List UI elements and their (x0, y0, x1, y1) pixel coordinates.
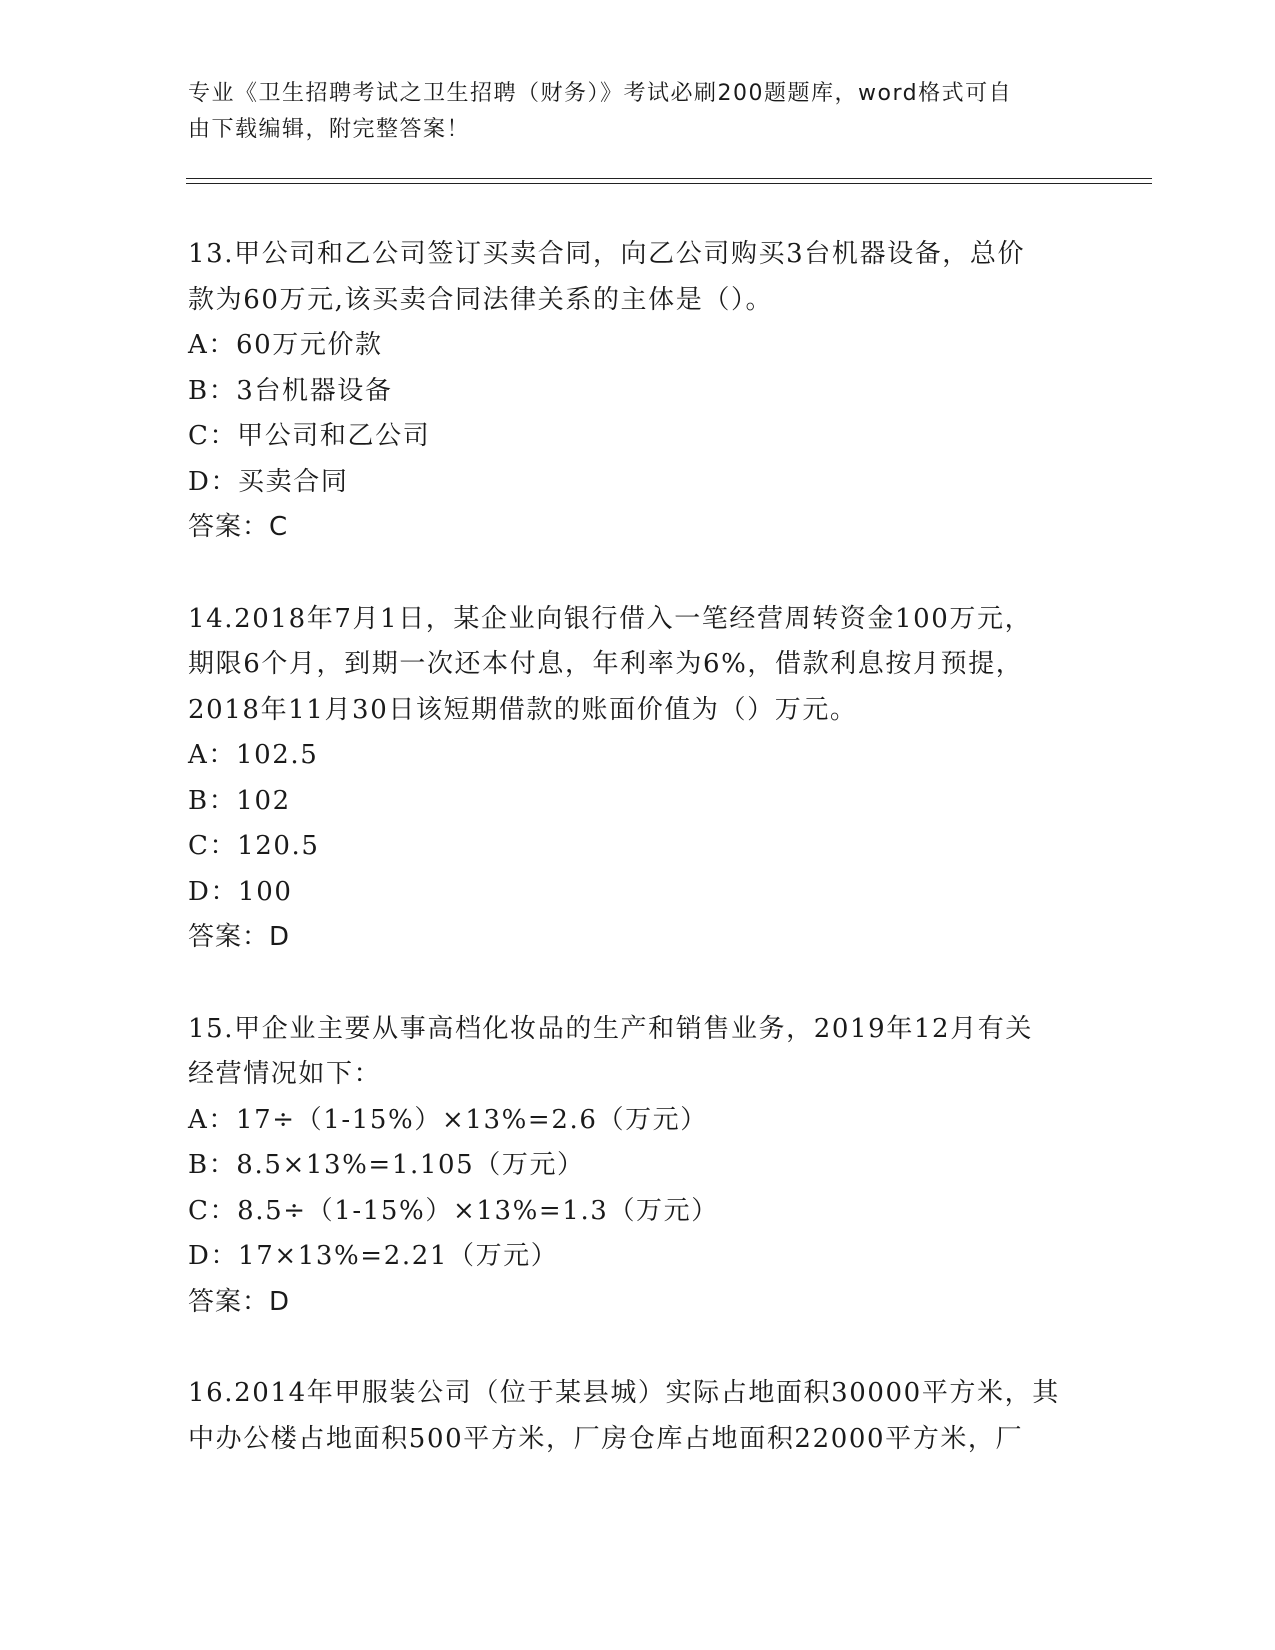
question-stem-line: 13.甲公司和乙公司签订买卖合同，向乙公司购买3台机器设备，总价 (188, 239, 1026, 269)
question-14 (188, 597, 1088, 961)
header-title-line-2: 由下载编辑，附完整答案！ (188, 117, 471, 142)
answer-label: 答案：D (188, 922, 291, 952)
question-list (188, 232, 1088, 1508)
option-c: C：甲公司和乙公司 (188, 421, 431, 451)
option-a: A：17÷（1-15%）×13%=2.6（万元） (188, 1104, 708, 1135)
answer-label: 答案：D (188, 1286, 291, 1317)
option-b: B：102 (188, 785, 291, 816)
option-d: D：17×13%=2.21（万元） (188, 1241, 559, 1271)
option-b: B：3台机器设备 (188, 375, 393, 406)
option-a: A：102.5 (188, 740, 319, 770)
question-stem-line: 2018年11月30日该短期借款的账面价值为（）万元。 (188, 694, 858, 725)
option-a: A：60万元价款 (188, 330, 383, 360)
option-c: C：120.5 (188, 831, 320, 861)
document-header (188, 76, 1068, 148)
header-divider (186, 178, 1152, 184)
option-d: D：100 (188, 876, 293, 907)
answer-label: 答案：C (188, 512, 289, 542)
option-b: B：8.5×13%=1.105（万元） (188, 1150, 585, 1180)
question-stem-line: 期限6个月，到期一次还本付息，年利率为6%，借款利息按月预提， (188, 649, 1024, 679)
question-16 (188, 1371, 1088, 1462)
question-stem-line: 中办公楼占地面积500平方米，厂房仓库占地面积22000平方米，厂 (188, 1423, 1024, 1454)
question-stem-line: 16.2014年甲服装公司（位于某县城）实际占地面积30000平方米，其 (188, 1378, 1060, 1408)
question-stem-line: 14.2018年7月1日，某企业向银行借入一笔经营周转资金100万元， (188, 603, 1033, 634)
option-d: D：买卖合同 (188, 466, 349, 497)
question-stem-line: 款为60万元,该买卖合同法律关系的主体是（）。 (188, 284, 774, 315)
question-stem-line: 经营情况如下： (188, 1059, 382, 1089)
option-c: C：8.5÷（1-15%）×13%=1.3（万元） (188, 1195, 719, 1226)
question-stem-line: 15.甲企业主要从事高档化妆品的生产和销售业务，2019年12月有关 (188, 1013, 1034, 1044)
question-15 (188, 1007, 1088, 1326)
header-title-line-1: 专业《卫生招聘考试之卫生招聘（财务）》考试必刷200题题库，word格式可自 (188, 81, 1013, 106)
question-13 (188, 232, 1088, 551)
